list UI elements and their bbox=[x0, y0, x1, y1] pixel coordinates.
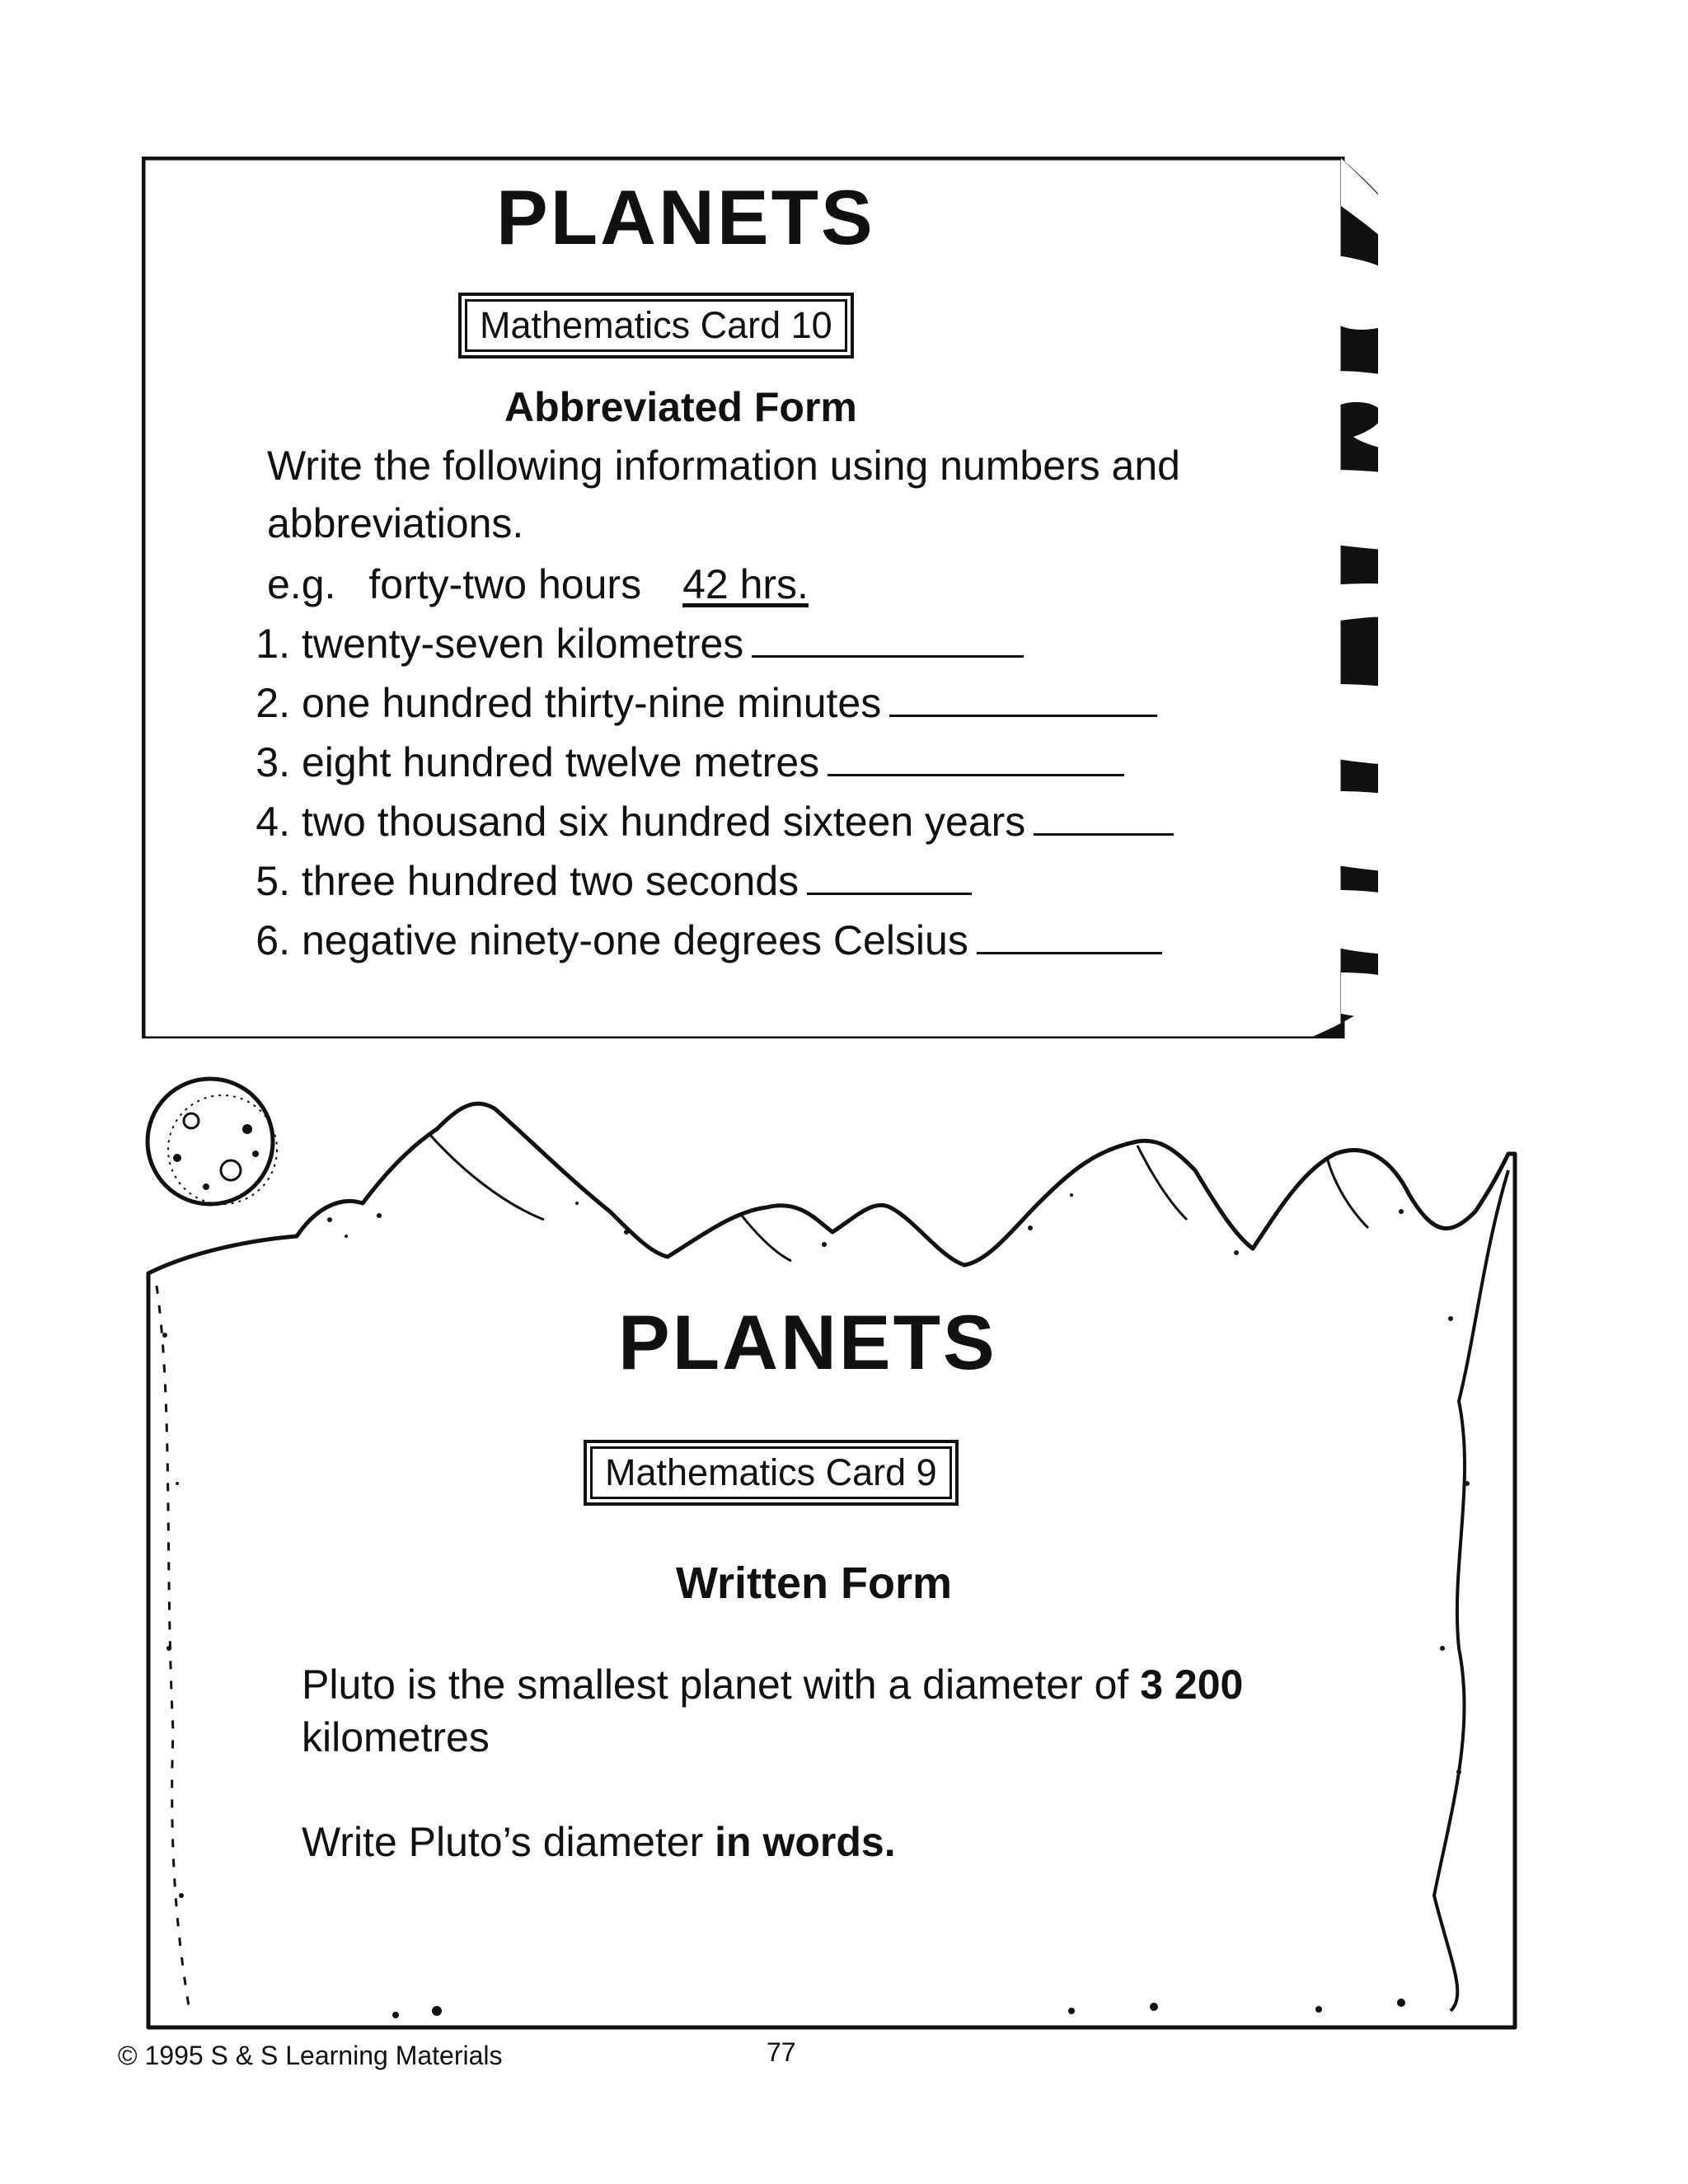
example-prefix: e.g. bbox=[267, 561, 336, 607]
question-number: 1. bbox=[256, 621, 290, 667]
question-number: 6. bbox=[256, 917, 290, 963]
question-number: 3. bbox=[256, 739, 290, 785]
paragraph-start: Pluto is the smallest planet with a diameter of bbox=[302, 1661, 1129, 1708]
example-answer: 42 hrs. bbox=[682, 561, 809, 607]
card-10-subheading: Abbreviated Form bbox=[504, 384, 857, 430]
question-text: one hundred thirty-nine minutes bbox=[302, 680, 882, 726]
question-number: 4. bbox=[256, 799, 290, 845]
prompt-emphasis: in words. bbox=[715, 1819, 896, 1865]
card-10-title: PLANETS bbox=[496, 174, 875, 260]
card-9-prompt bbox=[302, 1813, 1390, 1871]
diameter-value: 3 200 bbox=[1140, 1661, 1244, 1708]
question-number: 5. bbox=[256, 858, 290, 904]
prompt-start: Write Pluto’s diameter bbox=[302, 1819, 704, 1865]
card-9-paragraph bbox=[302, 1658, 1390, 1764]
card-10-instructions: Write the following information using numbers and abbreviations. bbox=[267, 443, 1180, 546]
question-text: three hundred two seconds bbox=[302, 858, 799, 904]
copyright: © 1995 S & S Learning Materials bbox=[118, 2041, 503, 2070]
question-number: 2. bbox=[256, 680, 290, 726]
card-9-label: Mathematics Card 9 bbox=[584, 1440, 959, 1506]
question-text: twenty-seven kilometres bbox=[302, 621, 744, 667]
card-9-title: PLANETS bbox=[618, 1299, 997, 1385]
question-text: eight hundred twelve metres bbox=[302, 739, 820, 785]
question-text: negative ninety-one degrees Celsius bbox=[302, 917, 968, 963]
card-9-subheading: Written Form bbox=[676, 1558, 952, 1608]
question-text: two thousand six hundred sixteen years bbox=[302, 799, 1026, 845]
card-10-label: Mathematics Card 10 bbox=[458, 293, 854, 359]
paragraph-end: kilometres bbox=[302, 1714, 490, 1760]
moon-icon bbox=[148, 1079, 277, 1204]
example-text: forty-two hours bbox=[368, 561, 642, 607]
page-number: 77 bbox=[767, 2037, 796, 2067]
